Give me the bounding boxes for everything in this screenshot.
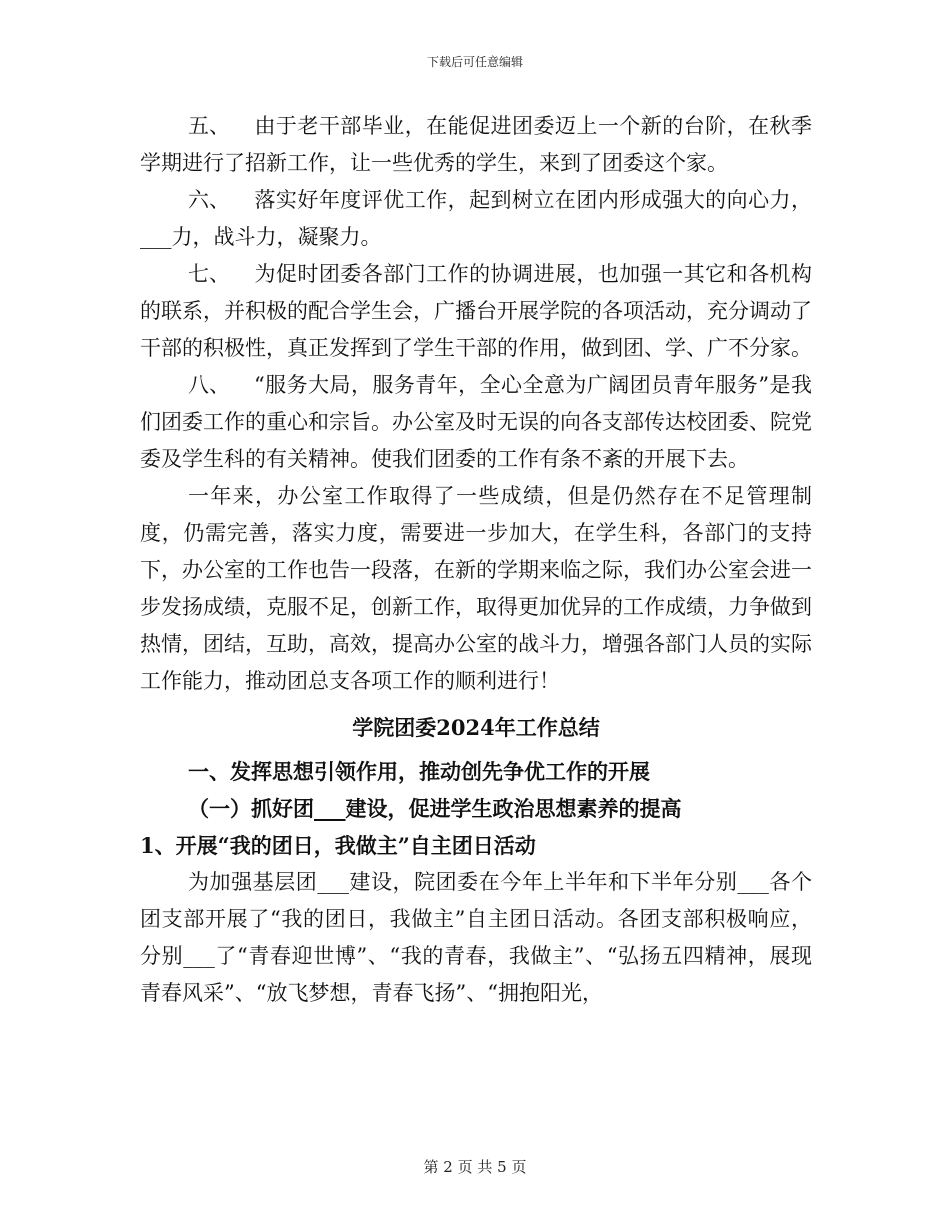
item-number: 六、: [188, 188, 230, 212]
item-number: 七、: [188, 262, 230, 286]
blank-line: ___: [737, 870, 769, 894]
page-footer-number: 第 2 页 共 5 页: [423, 1158, 527, 1176]
item-number: 五、: [188, 114, 230, 138]
blank-line: ___: [317, 870, 349, 894]
blank-line: ___: [140, 225, 172, 249]
paragraph-text: 了“青春迎世博”、“我的青春，我做主”、“弘扬五四精神，展现青春风采”、“放飞梦想，青春飞扬”、“拥抱阳光，: [140, 944, 813, 1005]
list-item-7: [140, 256, 812, 367]
item-text: 落实好年度评优工作，起到树立在团内形成强大的向心力，: [254, 188, 812, 212]
list-item-5: [140, 108, 812, 182]
heading-text-continued: 建设，促进学生政治思想素养的提高: [345, 796, 682, 821]
item-text: 由于老干部毕业，在能促进团委迈上一个新的台阶，在秋季学期进行了招新工作，让一些优秀的学生，来到了团委这个家。: [140, 114, 812, 175]
item-number: 八、: [188, 373, 230, 397]
section-title: 学院团委2024年工作总结: [352, 715, 600, 740]
list-item-8: [140, 367, 812, 478]
page-header-note: 下载后可任意编辑: [426, 55, 523, 69]
paragraph-text: 建设，院团委在今年上半年和下半年分别: [348, 870, 738, 894]
list-item-6: [140, 182, 812, 256]
heading-level-1: 一、发挥思想引领作用，推动创先争优工作的开展: [188, 759, 650, 784]
paragraph-text: 为加强基层团: [188, 870, 318, 894]
paragraph-text: 各个团支部开展了“我的团日，我做主”自主团日活动。各团支部积极响应，分别: [140, 870, 813, 968]
summary-paragraph: 一年来，办公室工作取得了一些成绩，但是仍然存在不足管理制度，仍需完善，落实力度，需要进一步加大，在学生科，各部门的支持下，办公室的工作也告一段落，在新的学期来临之际，我们办公室会进一步发扬成绩，克服不足，创新工作，取得更加优异的工作成绩，力争做到热情，团结，互助，高效，提高办公室的战斗力，增强各部门人员的实际工作能力，推动团总支各项工作的顺利进行！: [140, 484, 812, 693]
item-text: 为促时团委各部门工作的协调进展，也加强一其它和各机构的联系，并积极的配合学生会，广播台开展学院的各项活动，充分调动了干部的积极性，真正发挥到了学生干部的作用，做到团、学、广不分家。: [140, 262, 812, 360]
body-paragraph: [140, 864, 812, 1012]
blank-line: ___: [183, 944, 215, 968]
heading-level-2: [140, 790, 812, 827]
heading-level-3: 1、开展“我的团日，我做主”自主团日活动: [140, 833, 536, 858]
item-text: “服务大局，服务青年，全心全意为广阔团员青年服务”是我们团委工作的重心和宗旨。办公室及时无误的向各支部传达校团委、院党委及学生科的有关精神。使我们团委的工作有条不紊的开展下去。: [140, 373, 812, 471]
document-body: [140, 108, 812, 1012]
heading-text: （一）抓好团: [188, 796, 314, 821]
item-text-continued: 力，战斗力，凝聚力。: [171, 225, 382, 249]
blank-line: ___: [314, 796, 346, 821]
